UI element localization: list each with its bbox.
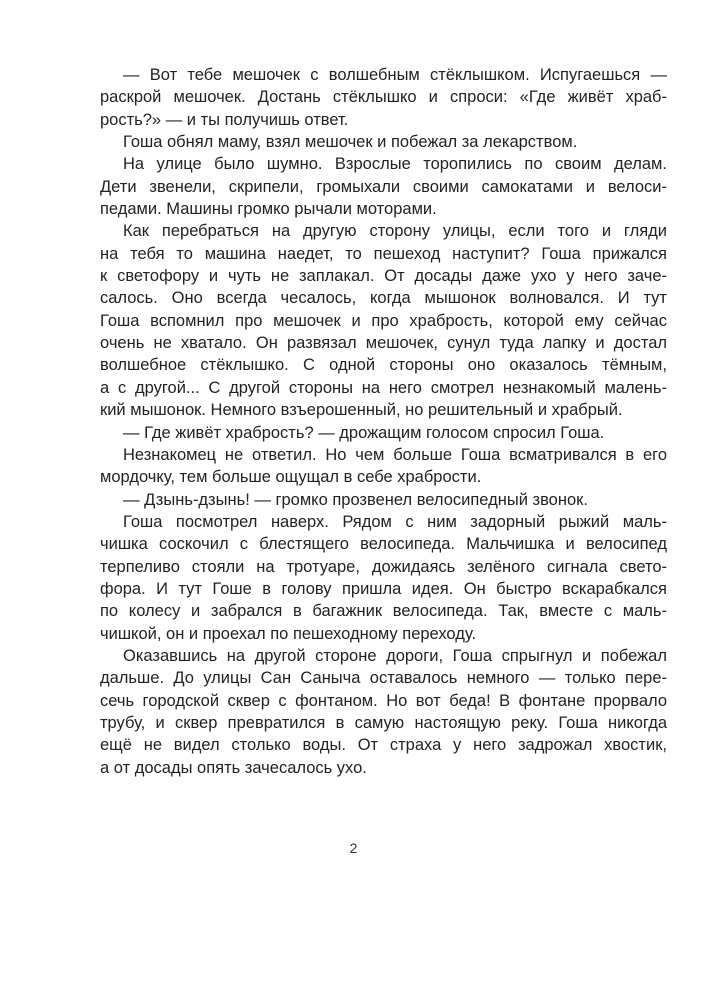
text-line: кий мышонок. Немного взъерошенный, но решительный и храбрый. <box>100 401 623 420</box>
text-line: а с другой... С другой стороны на него смотрел незнакомый малень- <box>100 378 667 397</box>
text-line: салось. Оно всегда чесалось, когда мышонок волновался. И тут <box>100 289 667 308</box>
paragraph <box>100 220 667 421</box>
page-number: 2 <box>349 840 358 856</box>
text-line: на тебя то машина наедет, то пешеход наступит? Гоша прижался <box>100 244 667 263</box>
paragraph <box>100 64 667 131</box>
paragraph <box>100 422 667 444</box>
text-line: ещё не видел столько воды. От страха у него задрожал хвостик, <box>100 736 667 755</box>
paragraph <box>100 645 667 779</box>
text-line: фора. И тут Гоше в голову пришла идея. Он быстро вскарабкался <box>100 579 667 598</box>
text-line: очень не хватало. Он развязал мешочек, сунул туда лапку и достал <box>100 334 667 353</box>
text-line: Как перебраться на другую сторону улицы, если того и гляди <box>123 222 667 241</box>
text-line: дальше. До улицы Сан Саныча оставалось немного — только пере- <box>100 669 667 688</box>
paragraph <box>100 131 667 153</box>
text-line: а от досады опять зачесалось ухо. <box>100 758 367 777</box>
text-line: Гоша обнял маму, взял мешочек и побежал за лекарством. <box>123 133 578 152</box>
text-line: Гоша посмотрел наверх. Рядом с ним задорный рыжий маль- <box>123 512 667 531</box>
text-line: трубу, и сквер превратился в самую настоящую реку. Гоша никогда <box>100 713 667 732</box>
text-line: На улице было шумно. Взрослые торопились по своим делам. <box>123 155 667 174</box>
text-line: Незнакомец не ответил. Но чем больше Гоша всматривался в его <box>123 445 667 464</box>
text-line: Оказавшись на другой стороне дороги, Гоша спрыгнул и побежал <box>123 646 667 665</box>
text-line: раскрой мешочек. Достань стёклышко и спроси: «Где живёт храб- <box>100 88 667 107</box>
text-line: рость?» — и ты получишь ответ. <box>100 110 349 129</box>
text-line: — Где живёт храбрость? — дрожащим голосом спросил Гоша. <box>123 423 605 442</box>
text-line: волшебное стёклышко. С одной стороны оно оказалось тёмным, <box>100 356 667 375</box>
text-line: мордочку, тем больше ощущал в себе храбрости. <box>100 468 482 487</box>
text-line: — Вот тебе мешочек с волшебным стёклышком. Испугаешься — <box>123 66 667 84</box>
paragraph <box>100 511 667 645</box>
text-line: терпеливо стояли на тротуаре, дожидаясь зелёного сигнала свето- <box>100 557 667 576</box>
text-line: Дети звенели, скрипели, громыхали своими самокатами и велоси- <box>100 177 667 196</box>
text-line: педами. Машины громко рычали моторами. <box>100 200 437 219</box>
paragraph <box>100 444 667 489</box>
paragraph <box>100 489 667 511</box>
text-line: по колесу и забрался в багажник велосипеда. Так, вместе с маль- <box>100 602 667 621</box>
text-line: — Дзынь-дзынь! — громко прозвенел велосипедный звонок. <box>123 490 588 509</box>
text-line: чишка соскочил с блестящего велосипеда. Мальчишка и велосипед <box>100 535 667 554</box>
paragraph <box>100 153 667 220</box>
story-text <box>100 64 667 779</box>
text-line: к светофору и чуть не заплакал. От досады даже ухо у него заче- <box>100 267 667 286</box>
text-line: сечь городской сквер с фонтаном. Но вот беда! В фонтане прорвало <box>100 691 667 710</box>
text-line: Гоша вспомнил про мешочек и про храбрость, которой ему сейчас <box>100 311 667 330</box>
text-line: чишкой, он и проехал по пешеходному переходу. <box>100 624 477 643</box>
